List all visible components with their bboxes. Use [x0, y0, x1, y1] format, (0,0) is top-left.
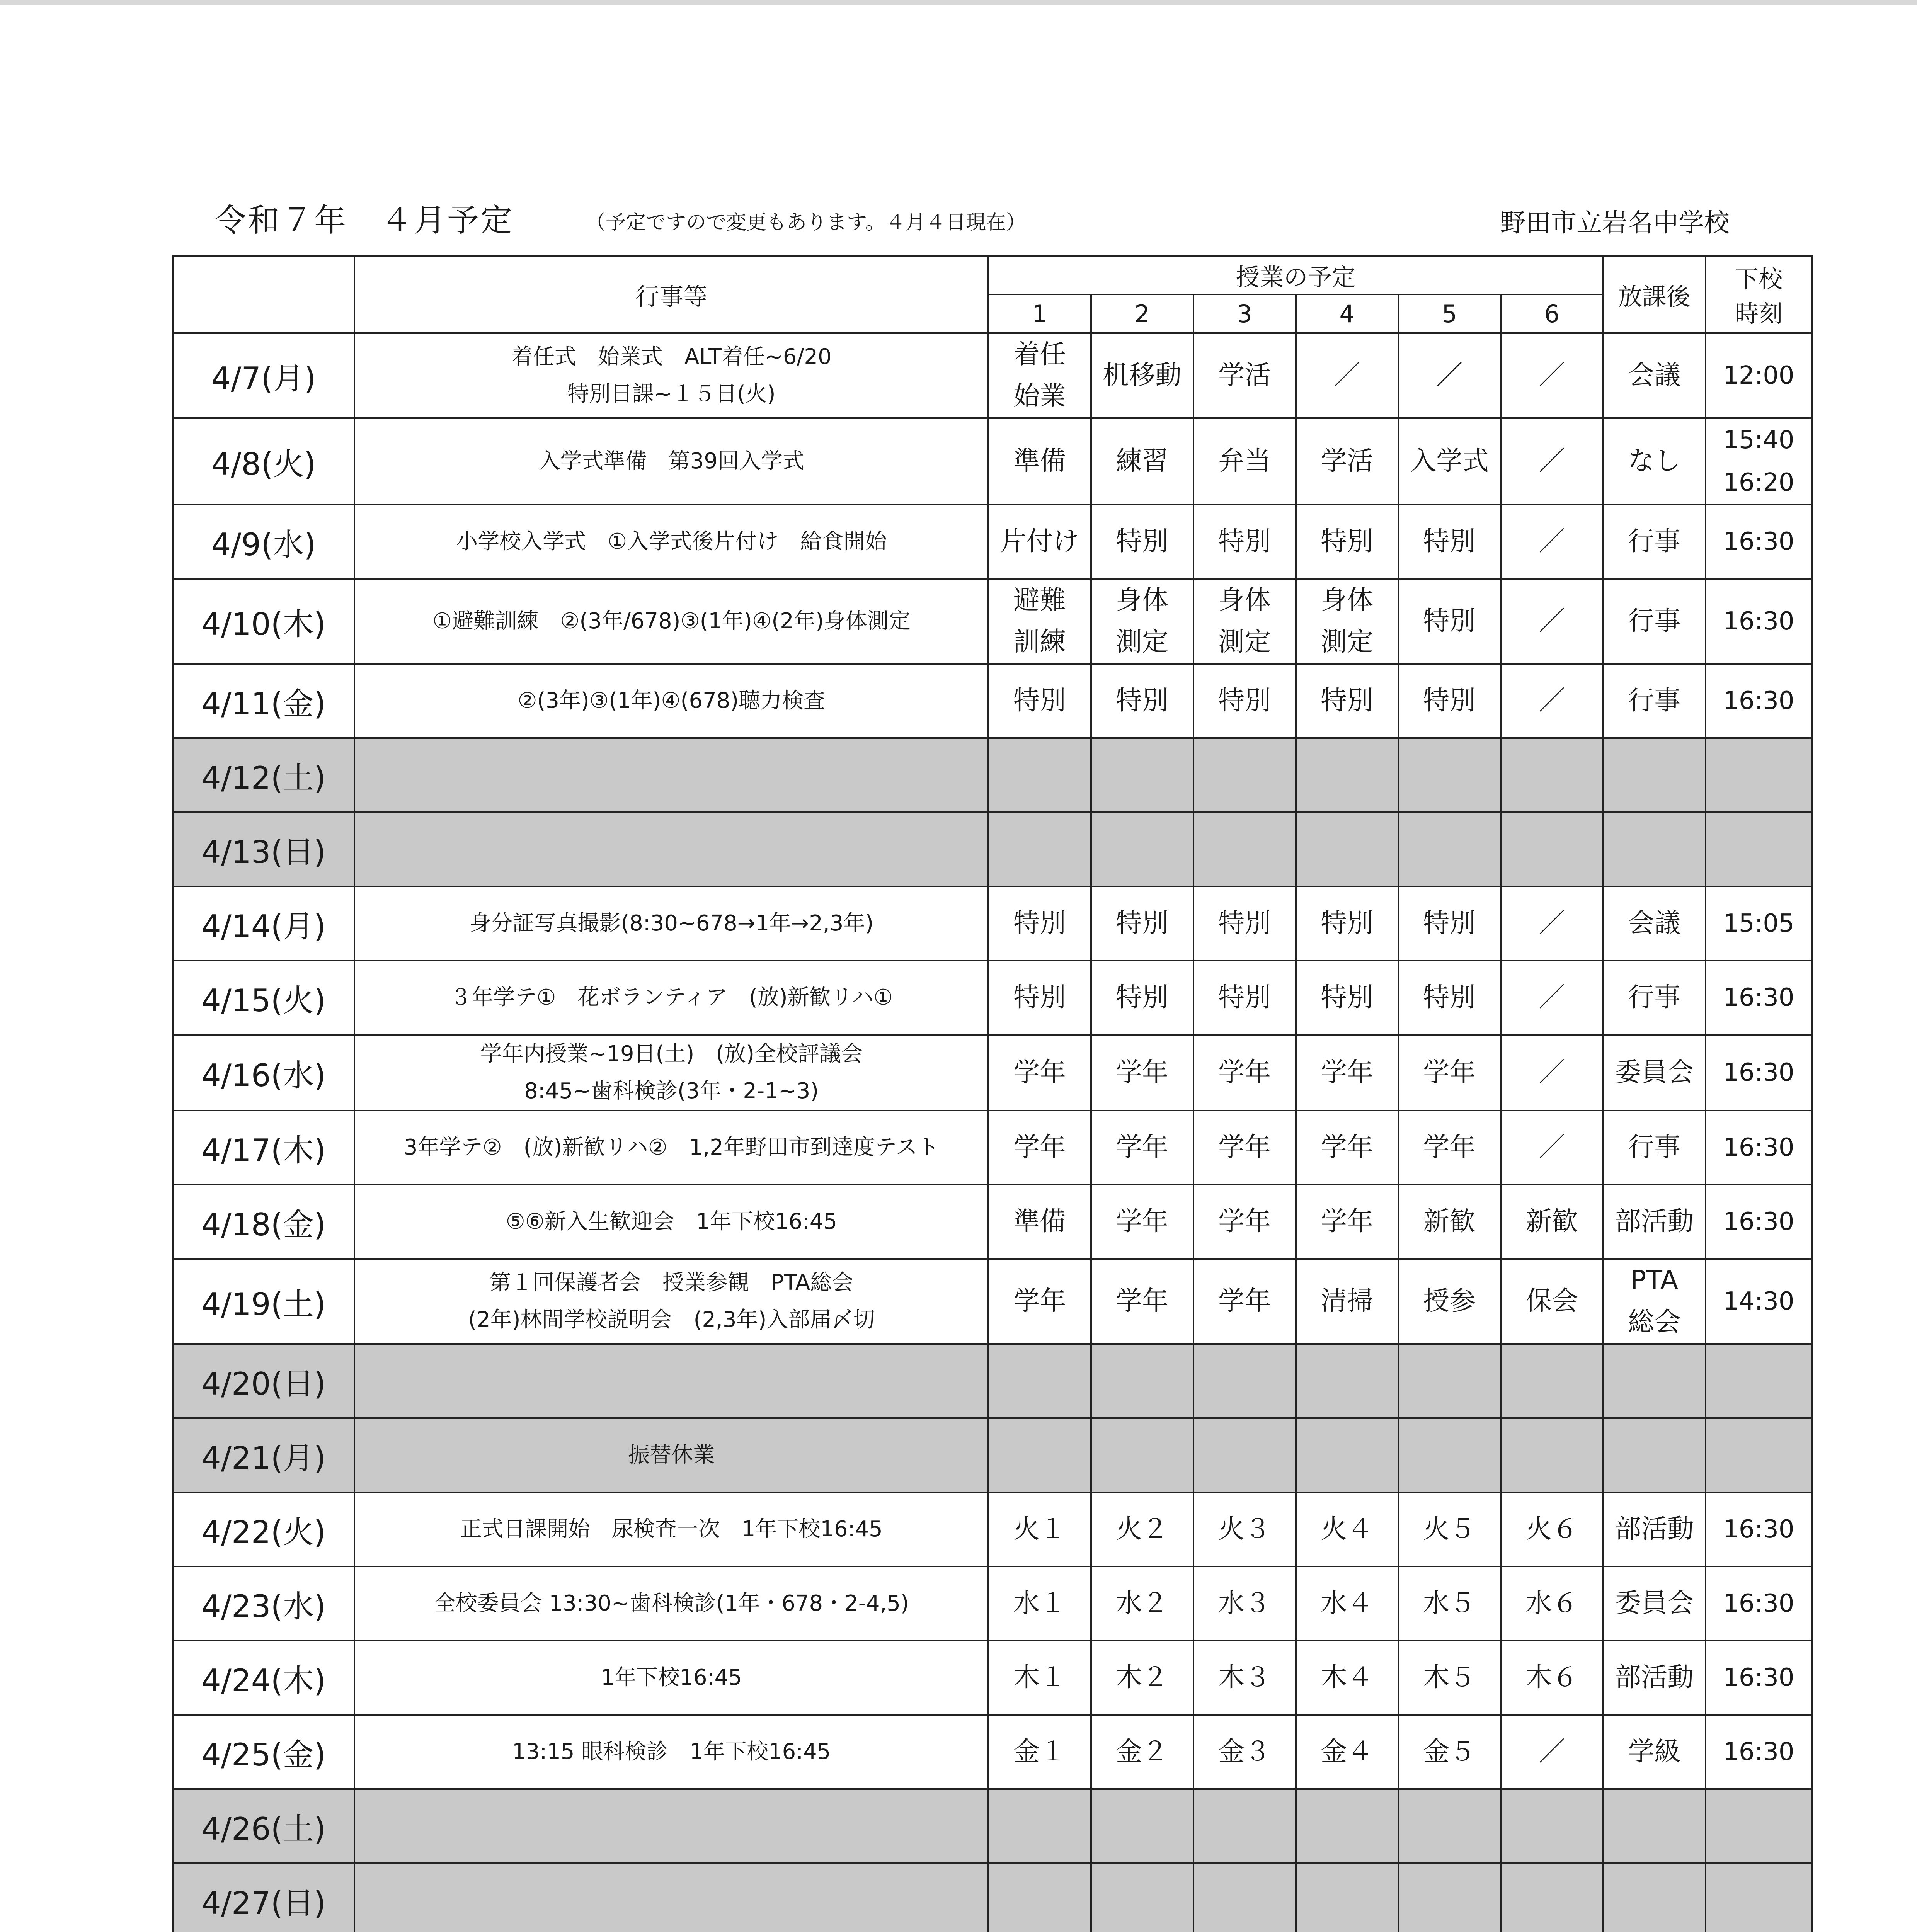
period-cell: 水５: [1398, 1566, 1501, 1641]
period-cell: 避難 訓練: [988, 579, 1091, 664]
row-events: 1年下校16:45: [354, 1641, 988, 1715]
row-date: 4/14(月): [173, 886, 354, 961]
period-cell: [988, 1418, 1091, 1492]
period-number-header: 5: [1398, 294, 1501, 333]
period-cell: 金４: [1296, 1715, 1398, 1789]
period-number-header: 1: [988, 294, 1091, 333]
period-cell: 特別: [988, 664, 1091, 738]
after-school-cell: [1603, 1418, 1706, 1492]
period-cell: 特別: [1296, 961, 1398, 1035]
period-cell: ／: [1296, 333, 1398, 418]
dismissal-time-cell: [1706, 1344, 1812, 1418]
after-school-cell: 行事: [1603, 664, 1706, 738]
row-date: 4/22(火): [173, 1492, 354, 1566]
period-cell: 特別: [1091, 886, 1193, 961]
schedule-row: [173, 1259, 1812, 1344]
period-cell: 火４: [1296, 1492, 1398, 1566]
period-cell: 特別: [1193, 886, 1296, 961]
holiday-row: [173, 738, 1812, 812]
row-events: 第１回保護者会 授業参観 PTA総会 (2年)林間学校説明会 (2,3年)入部届〆切: [354, 1259, 988, 1344]
row-date: 4/11(金): [173, 664, 354, 738]
row-date: 4/25(金): [173, 1715, 354, 1789]
period-cell: 学年: [1296, 1111, 1398, 1185]
row-events: 全校委員会 13:30~歯科検診(1年・678・2-4,5): [354, 1566, 988, 1641]
period-cell: 水６: [1501, 1566, 1603, 1641]
page-title: 令和７年 ４月予定: [215, 202, 514, 239]
dismissal-time-cell: [1706, 738, 1812, 812]
period-cell: [1296, 1789, 1398, 1863]
period-cell: 特別: [1091, 961, 1193, 1035]
row-date: 4/20(日): [173, 1344, 354, 1418]
period-cell: 火２: [1091, 1492, 1193, 1566]
period-cell: 火１: [988, 1492, 1091, 1566]
holiday-row: [173, 1418, 1812, 1492]
dismissal-time-cell: 16:30: [1706, 1492, 1812, 1566]
schedule-note: （予定ですので変更もあります。４月４日現在）: [586, 211, 1026, 234]
dismissal-time-header: 下校 時刻: [1706, 256, 1812, 333]
period-cell: [988, 1863, 1091, 1932]
period-cell: 特別: [1193, 505, 1296, 579]
period-cell: [1296, 812, 1398, 886]
holiday-row: [173, 812, 1812, 886]
period-cell: 着任 始業: [988, 333, 1091, 418]
scan-top-edge: [0, 0, 1917, 5]
row-events: 正式日課開始 尿検査一次 1年下校16:45: [354, 1492, 988, 1566]
after-school-cell: なし: [1603, 418, 1706, 505]
after-school-cell: 学級: [1603, 1715, 1706, 1789]
dismissal-time-cell: [1706, 1789, 1812, 1863]
period-cell: 特別: [1193, 961, 1296, 1035]
after-school-cell: 委員会: [1603, 1566, 1706, 1641]
period-cell: ／: [1501, 961, 1603, 1035]
period-cell: 特別: [1398, 961, 1501, 1035]
period-cell: ／: [1501, 886, 1603, 961]
document-header: [215, 195, 1730, 238]
period-cell: 特別: [1296, 886, 1398, 961]
schedule-row: [173, 1566, 1812, 1641]
period-cell: 特別: [1296, 664, 1398, 738]
schedule-table: [172, 255, 1813, 1932]
after-school-cell: 部活動: [1603, 1641, 1706, 1715]
period-number-header: 3: [1193, 294, 1296, 333]
row-events: 着任式 始業式 ALT着任~6/20 特別日課~１５日(火): [354, 333, 988, 418]
row-events: [354, 1863, 988, 1932]
period-cell: 身体 測定: [1091, 579, 1193, 664]
row-events: ①避難訓練 ②(3年/678)③(1年)④(2年)身体測定: [354, 579, 988, 664]
period-cell: [1501, 738, 1603, 812]
schedule-row: [173, 1492, 1812, 1566]
period-cell: [1398, 1863, 1501, 1932]
period-cell: [1501, 1863, 1603, 1932]
row-date: 4/15(火): [173, 961, 354, 1035]
period-cell: 準備: [988, 418, 1091, 505]
period-cell: [1193, 1863, 1296, 1932]
after-school-cell: [1603, 1344, 1706, 1418]
period-cell: 金３: [1193, 1715, 1296, 1789]
dismissal-time-cell: 14:30: [1706, 1259, 1812, 1344]
row-events: ３年学テ① 花ボランティア (放)新歓リハ①: [354, 961, 988, 1035]
row-date: 4/16(水): [173, 1035, 354, 1111]
period-cell: 特別: [1091, 505, 1193, 579]
dismissal-time-cell: 16:30: [1706, 1035, 1812, 1111]
row-events: 身分証写真撮影(8:30~678→1年→2,3年): [354, 886, 988, 961]
row-date: 4/17(木): [173, 1111, 354, 1185]
schedule-row: [173, 664, 1812, 738]
row-date: 4/12(土): [173, 738, 354, 812]
after-school-cell: 部活動: [1603, 1185, 1706, 1259]
row-date: 4/18(金): [173, 1185, 354, 1259]
period-cell: [1091, 1418, 1193, 1492]
period-cell: 特別: [1091, 664, 1193, 738]
dismissal-time-cell: 16:30: [1706, 1185, 1812, 1259]
period-cell: 水２: [1091, 1566, 1193, 1641]
period-cell: ／: [1501, 579, 1603, 664]
dismissal-time-cell: [1706, 1863, 1812, 1932]
dismissal-time-cell: 16:30: [1706, 1715, 1812, 1789]
period-cell: [1501, 812, 1603, 886]
period-cell: 木４: [1296, 1641, 1398, 1715]
row-events: ②(3年)③(1年)④(678)聴力検査: [354, 664, 988, 738]
schedule-row: [173, 961, 1812, 1035]
period-cell: [1091, 1789, 1193, 1863]
period-number-header: 6: [1501, 294, 1603, 333]
period-cell: [1091, 1344, 1193, 1418]
period-cell: [1193, 1789, 1296, 1863]
period-cell: 新歓: [1398, 1185, 1501, 1259]
periods-header: 授業の予定: [988, 256, 1603, 294]
period-cell: 特別: [1398, 664, 1501, 738]
schedule-row: [173, 886, 1812, 961]
period-number-header: 2: [1091, 294, 1193, 333]
period-cell: [1091, 738, 1193, 812]
row-events: [354, 738, 988, 812]
period-cell: 学年: [1296, 1185, 1398, 1259]
date-header: [173, 256, 354, 333]
period-cell: 特別: [1398, 505, 1501, 579]
holiday-row: [173, 1863, 1812, 1932]
period-cell: 水４: [1296, 1566, 1398, 1641]
period-cell: 学年: [1091, 1259, 1193, 1344]
period-cell: 身体 測定: [1296, 579, 1398, 664]
period-cell: [988, 738, 1091, 812]
row-date: 4/19(土): [173, 1259, 354, 1344]
dismissal-time-cell: 15:05: [1706, 886, 1812, 961]
period-cell: [1398, 812, 1501, 886]
after-school-cell: PTA 総会: [1603, 1259, 1706, 1344]
period-cell: 学年: [988, 1035, 1091, 1111]
period-cell: 金５: [1398, 1715, 1501, 1789]
period-cell: 金２: [1091, 1715, 1193, 1789]
period-cell: 金１: [988, 1715, 1091, 1789]
period-cell: ／: [1501, 1035, 1603, 1111]
period-cell: [1193, 1344, 1296, 1418]
period-cell: 片付け: [988, 505, 1091, 579]
period-cell: 木５: [1398, 1641, 1501, 1715]
period-cell: [1296, 1418, 1398, 1492]
period-cell: 木２: [1091, 1641, 1193, 1715]
row-events: 振替休業: [354, 1418, 988, 1492]
period-cell: [1398, 738, 1501, 812]
period-cell: [1091, 1863, 1193, 1932]
row-date: 4/9(水): [173, 505, 354, 579]
after-school-cell: 行事: [1603, 1111, 1706, 1185]
events-header: 行事等: [354, 256, 988, 333]
period-cell: 机移動: [1091, 333, 1193, 418]
period-cell: 弁当: [1193, 418, 1296, 505]
period-cell: 特別: [1398, 886, 1501, 961]
period-cell: 火５: [1398, 1492, 1501, 1566]
row-date: 4/8(火): [173, 418, 354, 505]
period-cell: [1193, 812, 1296, 886]
row-events: ⑤⑥新入生歓迎会 1年下校16:45: [354, 1185, 988, 1259]
period-cell: 学活: [1193, 333, 1296, 418]
period-cell: 火６: [1501, 1492, 1603, 1566]
row-date: 4/10(木): [173, 579, 354, 664]
period-cell: [1398, 1344, 1501, 1418]
period-cell: 学年: [1091, 1185, 1193, 1259]
row-events: 小学校入学式 ①入学式後片付け 給食開始: [354, 505, 988, 579]
row-events: [354, 1789, 988, 1863]
row-date: 4/26(土): [173, 1789, 354, 1863]
period-cell: [1501, 1344, 1603, 1418]
period-cell: ／: [1501, 1715, 1603, 1789]
row-events: 入学式準備 第39回入学式: [354, 418, 988, 505]
after-school-cell: 行事: [1603, 579, 1706, 664]
period-cell: 学年: [988, 1259, 1091, 1344]
school-name: 野田市立岩名中学校: [1500, 208, 1730, 238]
period-cell: 授参: [1398, 1259, 1501, 1344]
period-cell: 特別: [1193, 664, 1296, 738]
period-cell: 清掃: [1296, 1259, 1398, 1344]
period-cell: 水３: [1193, 1566, 1296, 1641]
period-number-header: 4: [1296, 294, 1398, 333]
row-events: 13:15 眼科検診 1年下校16:45: [354, 1715, 988, 1789]
after-school-cell: [1603, 1789, 1706, 1863]
dismissal-time-cell: 16:30: [1706, 1566, 1812, 1641]
period-cell: 学年: [1398, 1035, 1501, 1111]
period-cell: 身体 測定: [1193, 579, 1296, 664]
period-cell: 準備: [988, 1185, 1091, 1259]
dismissal-time-cell: [1706, 812, 1812, 886]
period-cell: ／: [1501, 505, 1603, 579]
dismissal-time-cell: 16:30: [1706, 1641, 1812, 1715]
period-cell: [1296, 738, 1398, 812]
period-cell: 木１: [988, 1641, 1091, 1715]
period-cell: [1296, 1863, 1398, 1932]
period-cell: [1091, 812, 1193, 886]
period-cell: [1296, 1344, 1398, 1418]
period-cell: 練習: [1091, 418, 1193, 505]
period-cell: [1193, 738, 1296, 812]
period-cell: [1193, 1418, 1296, 1492]
period-cell: 特別: [988, 961, 1091, 1035]
period-cell: [988, 1789, 1091, 1863]
row-date: 4/27(日): [173, 1863, 354, 1932]
period-cell: ／: [1501, 418, 1603, 505]
period-cell: 特別: [988, 886, 1091, 961]
period-cell: ／: [1501, 664, 1603, 738]
period-cell: 学年: [1193, 1035, 1296, 1111]
schedule-row: [173, 1035, 1812, 1111]
schedule-row: [173, 418, 1812, 505]
row-date: 4/21(月): [173, 1418, 354, 1492]
holiday-row: [173, 1344, 1812, 1418]
dismissal-time-cell: 16:30: [1706, 664, 1812, 738]
schedule-row: [173, 579, 1812, 664]
schedule-row: [173, 1641, 1812, 1715]
after-school-header: 放課後: [1603, 256, 1706, 333]
period-cell: 火３: [1193, 1492, 1296, 1566]
period-cell: 特別: [1296, 505, 1398, 579]
holiday-row: [173, 1789, 1812, 1863]
schedule-row: [173, 333, 1812, 418]
period-cell: 木３: [1193, 1641, 1296, 1715]
period-cell: [1398, 1418, 1501, 1492]
row-date: 4/13(日): [173, 812, 354, 886]
schedule-row: [173, 1715, 1812, 1789]
period-cell: 保会: [1501, 1259, 1603, 1344]
row-events: 学年内授業~19日(土) (放)全校評議会 8:45~歯科検診(3年・2-1~3): [354, 1035, 988, 1111]
period-cell: 新歓: [1501, 1185, 1603, 1259]
period-cell: 学年: [1193, 1185, 1296, 1259]
after-school-cell: 行事: [1603, 961, 1706, 1035]
after-school-cell: [1603, 812, 1706, 886]
period-cell: [988, 812, 1091, 886]
after-school-cell: 会議: [1603, 333, 1706, 418]
after-school-cell: 行事: [1603, 505, 1706, 579]
period-cell: ／: [1398, 333, 1501, 418]
period-cell: 学年: [1398, 1111, 1501, 1185]
schedule-row: [173, 505, 1812, 579]
row-date: 4/23(水): [173, 1566, 354, 1641]
period-cell: [1501, 1418, 1603, 1492]
period-cell: 特別: [1398, 579, 1501, 664]
period-cell: [1398, 1789, 1501, 1863]
dismissal-time-cell: 16:30: [1706, 579, 1812, 664]
row-events: [354, 812, 988, 886]
period-cell: 学年: [1091, 1111, 1193, 1185]
schedule-row: [173, 1111, 1812, 1185]
period-cell: 水１: [988, 1566, 1091, 1641]
period-cell: 木６: [1501, 1641, 1603, 1715]
dismissal-time-cell: 16:30: [1706, 1111, 1812, 1185]
after-school-cell: 部活動: [1603, 1492, 1706, 1566]
period-cell: ／: [1501, 333, 1603, 418]
dismissal-time-cell: 12:00: [1706, 333, 1812, 418]
after-school-cell: 委員会: [1603, 1035, 1706, 1111]
dismissal-time-cell: [1706, 1418, 1812, 1492]
row-date: 4/24(木): [173, 1641, 354, 1715]
period-cell: 学年: [1296, 1035, 1398, 1111]
row-date: 4/7(月): [173, 333, 354, 418]
after-school-cell: [1603, 738, 1706, 812]
period-cell: 学年: [1091, 1035, 1193, 1111]
dismissal-time-cell: 16:30: [1706, 961, 1812, 1035]
row-events: [354, 1344, 988, 1418]
period-cell: ／: [1501, 1111, 1603, 1185]
row-events: 3年学テ② (放)新歓リハ② 1,2年野田市到達度テスト: [354, 1111, 988, 1185]
after-school-cell: [1603, 1863, 1706, 1932]
period-cell: 学年: [1193, 1111, 1296, 1185]
period-cell: [1501, 1789, 1603, 1863]
period-cell: [988, 1344, 1091, 1418]
period-cell: 学年: [988, 1111, 1091, 1185]
period-cell: 入学式: [1398, 418, 1501, 505]
schedule-row: [173, 1185, 1812, 1259]
period-cell: 学活: [1296, 418, 1398, 505]
dismissal-time-cell: 15:40 16:20: [1706, 418, 1812, 505]
period-cell: 学年: [1193, 1259, 1296, 1344]
after-school-cell: 会議: [1603, 886, 1706, 961]
dismissal-time-cell: 16:30: [1706, 505, 1812, 579]
